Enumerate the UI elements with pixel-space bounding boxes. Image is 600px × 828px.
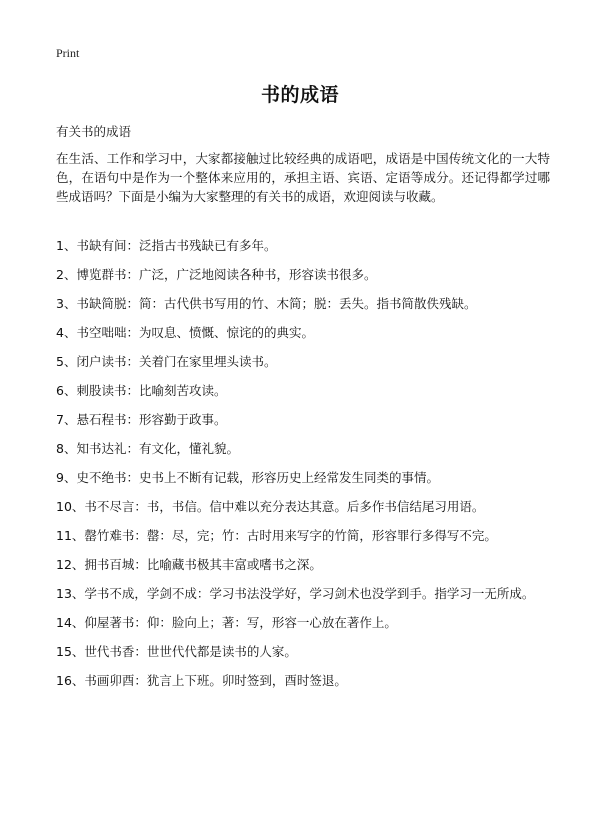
idiom-item: 13、学书不成，学剑不成：学习书法没学好，学习剑术也没学到手。指学习一无所成。 [56,586,535,601]
idiom-item: 7、悬石程书：形容勤于政事。 [56,412,227,427]
article-subtitle: 有关书的成语 [56,124,132,139]
idiom-item: 4、书空咄咄：为叹息、愤慨、惊诧的的典实。 [56,325,314,340]
idiom-item: 5、闭户读书：关着门在家里埋头读书。 [56,354,277,369]
idiom-item: 2、博览群书：广泛，广泛地阅读各种书，形容读书很多。 [56,267,377,282]
idiom-item: 16、书画卯酉：犹言上下班。卯时签到，酉时签退。 [56,673,347,688]
article-intro: 在生活、工作和学习中，大家都接触过比较经典的成语吧，成语是中国传统文化的一大特色，在语句中是作为一个整体来应用的，承担主语、宾语、定语等成分。还记得都学过哪些成语吗？下面是小编为大家整理的有关书的成语，欢迎阅读与收藏。 [56,151,550,204]
print-link[interactable]: Print [56,46,80,60]
idiom-item: 15、世代书香：世世代代都是读书的人家。 [56,644,297,659]
idiom-item: 9、史不绝书：史书上不断有记载，形容历史上经常发生同类的事情。 [56,470,439,485]
idiom-list [56,236,550,700]
idiom-item: 8、知书达礼：有文化，懂礼貌。 [56,441,239,456]
page-title: 书的成语 [260,84,339,106]
idiom-item: 3、书缺简脱：简：古代供书写用的竹、木简；脱：丢失。指书简散佚残缺。 [56,296,477,311]
idiom-item: 6、刺股读书：比喻刻苦攻读。 [56,383,227,398]
idiom-item: 11、罄竹难书：罄：尽，完；竹：古时用来写字的竹简，形容罪行多得写不完。 [56,528,497,543]
idiom-item: 12、拥书百城：比喻藏书极其丰富或嗜书之深。 [56,557,322,572]
idiom-item: 14、仰屋著书：仰：脸向上；著：写，形容一心放在著作上。 [56,615,397,630]
idiom-item: 1、书缺有间：泛指古书残缺已有多年。 [56,238,277,253]
idiom-item: 10、书不尽言：书，书信。信中难以充分表达其意。后多作书信结尾习用语。 [56,499,485,514]
